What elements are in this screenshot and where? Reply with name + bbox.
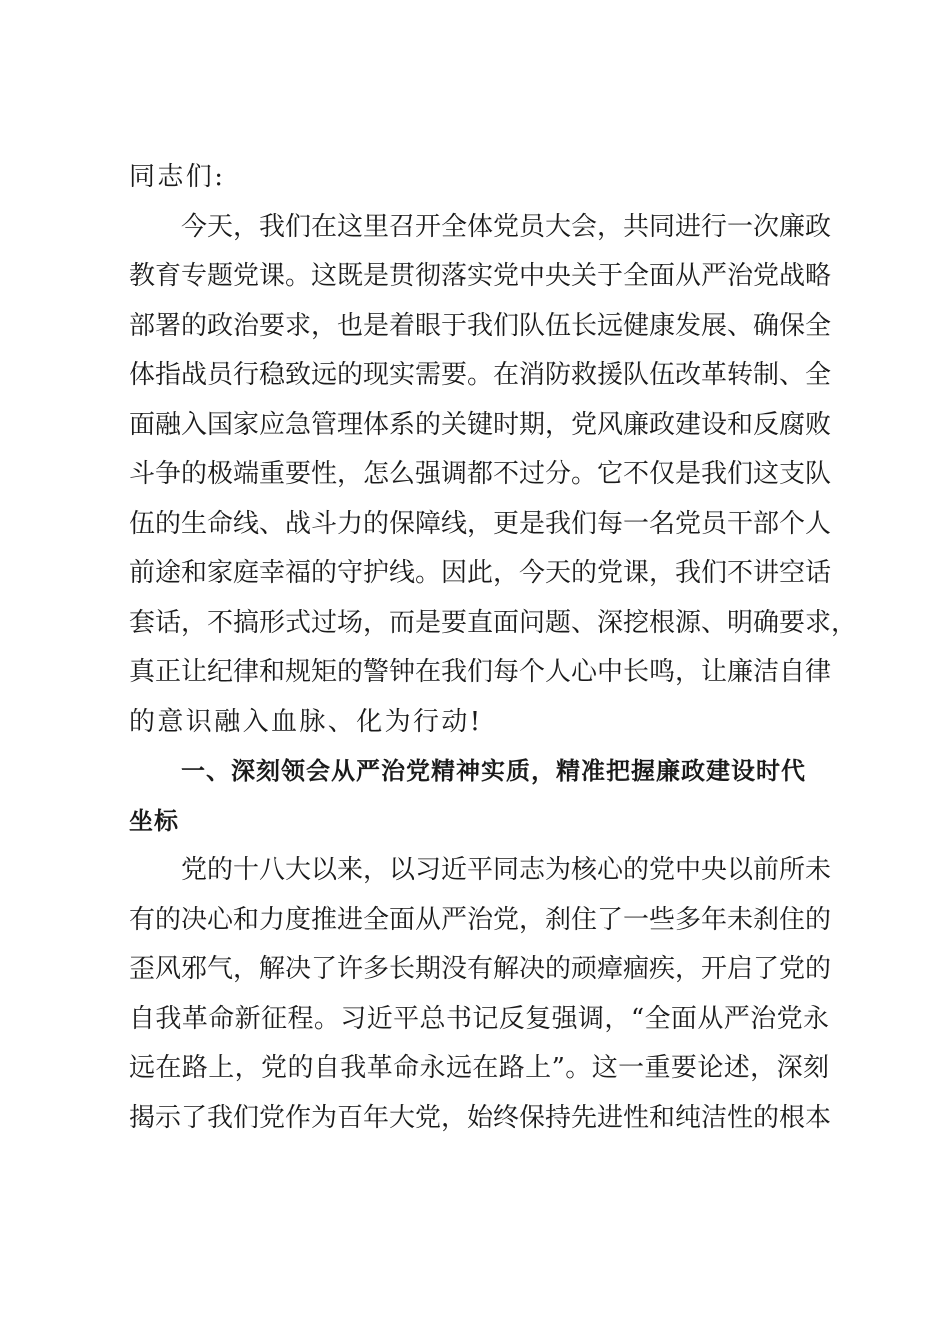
paragraph-line: 前途和家庭幸福的守护线。因此，今天的党课，我们不讲空话 xyxy=(129,558,832,588)
heading-line: 一、深刻领会从严治党精神实质，精准把握廉政建设时代 xyxy=(181,757,806,785)
paragraph-line: 伍的生命线、战斗力的保障线，更是我们每一名党员干部个人 xyxy=(129,508,832,539)
document-body xyxy=(129,153,858,1143)
paragraph-section-1 xyxy=(129,846,832,1143)
salutation: 同志们: xyxy=(129,162,226,192)
paragraph-line: 今天，我们在这里召开全体党员大会，共同进行一次廉政 xyxy=(181,211,832,242)
paragraph-line: 斗争的极端重要性，怎么强调都不过分。它不仅是我们这支队 xyxy=(129,459,832,489)
paragraph-line: 部署的政治要求，也是着眼于我们队伍长远健康发展、确保全 xyxy=(129,310,832,341)
paragraph-line: 党的十八大以来，以习近平同志为核心的党中央以前所未 xyxy=(181,855,832,885)
paragraph-line: 面融入国家应急管理体系的关键时期，党风廉政建设和反腐败 xyxy=(129,409,832,440)
paragraph-line: 真正让纪律和规矩的警钟在我们每个人心中长鸣，让廉洁自律 xyxy=(129,657,832,687)
paragraph-line: 歪风邪气，解决了许多长期没有解决的顽瘴痼疾，开启了党的 xyxy=(129,954,832,984)
paragraph-line: 的意识融入血脉、化为行动! xyxy=(129,706,483,737)
paragraph-line: 揭示了我们党作为百年大党，始终保持先进性和纯洁性的根本 xyxy=(129,1102,832,1133)
heading-line: 坐标 xyxy=(129,806,179,835)
paragraph-line: 教育专题党课。这既是贯彻落实党中央关于全面从严治党战略 xyxy=(129,261,832,291)
paragraph-line: 远在路上，党的自我革命永远在路上”。这一重要论述，深刻 xyxy=(129,1053,829,1083)
paragraph-line: 套话，不搞形式过场，而是要直面问题、深挖根源、明确要求， xyxy=(129,607,858,638)
paragraph-intro xyxy=(129,203,858,748)
paragraph-line: 自我革命新征程。习近平总书记反复强调，“全面从严治党永 xyxy=(129,1003,829,1034)
section-heading-1 xyxy=(129,747,829,846)
paragraph-line: 有的决心和力度推进全面从严治党，刹住了一些多年未刹住的 xyxy=(129,904,832,935)
paragraph-line: 体指战员行稳致远的现实需要。在消防救援队伍改革转制、全 xyxy=(129,360,832,390)
